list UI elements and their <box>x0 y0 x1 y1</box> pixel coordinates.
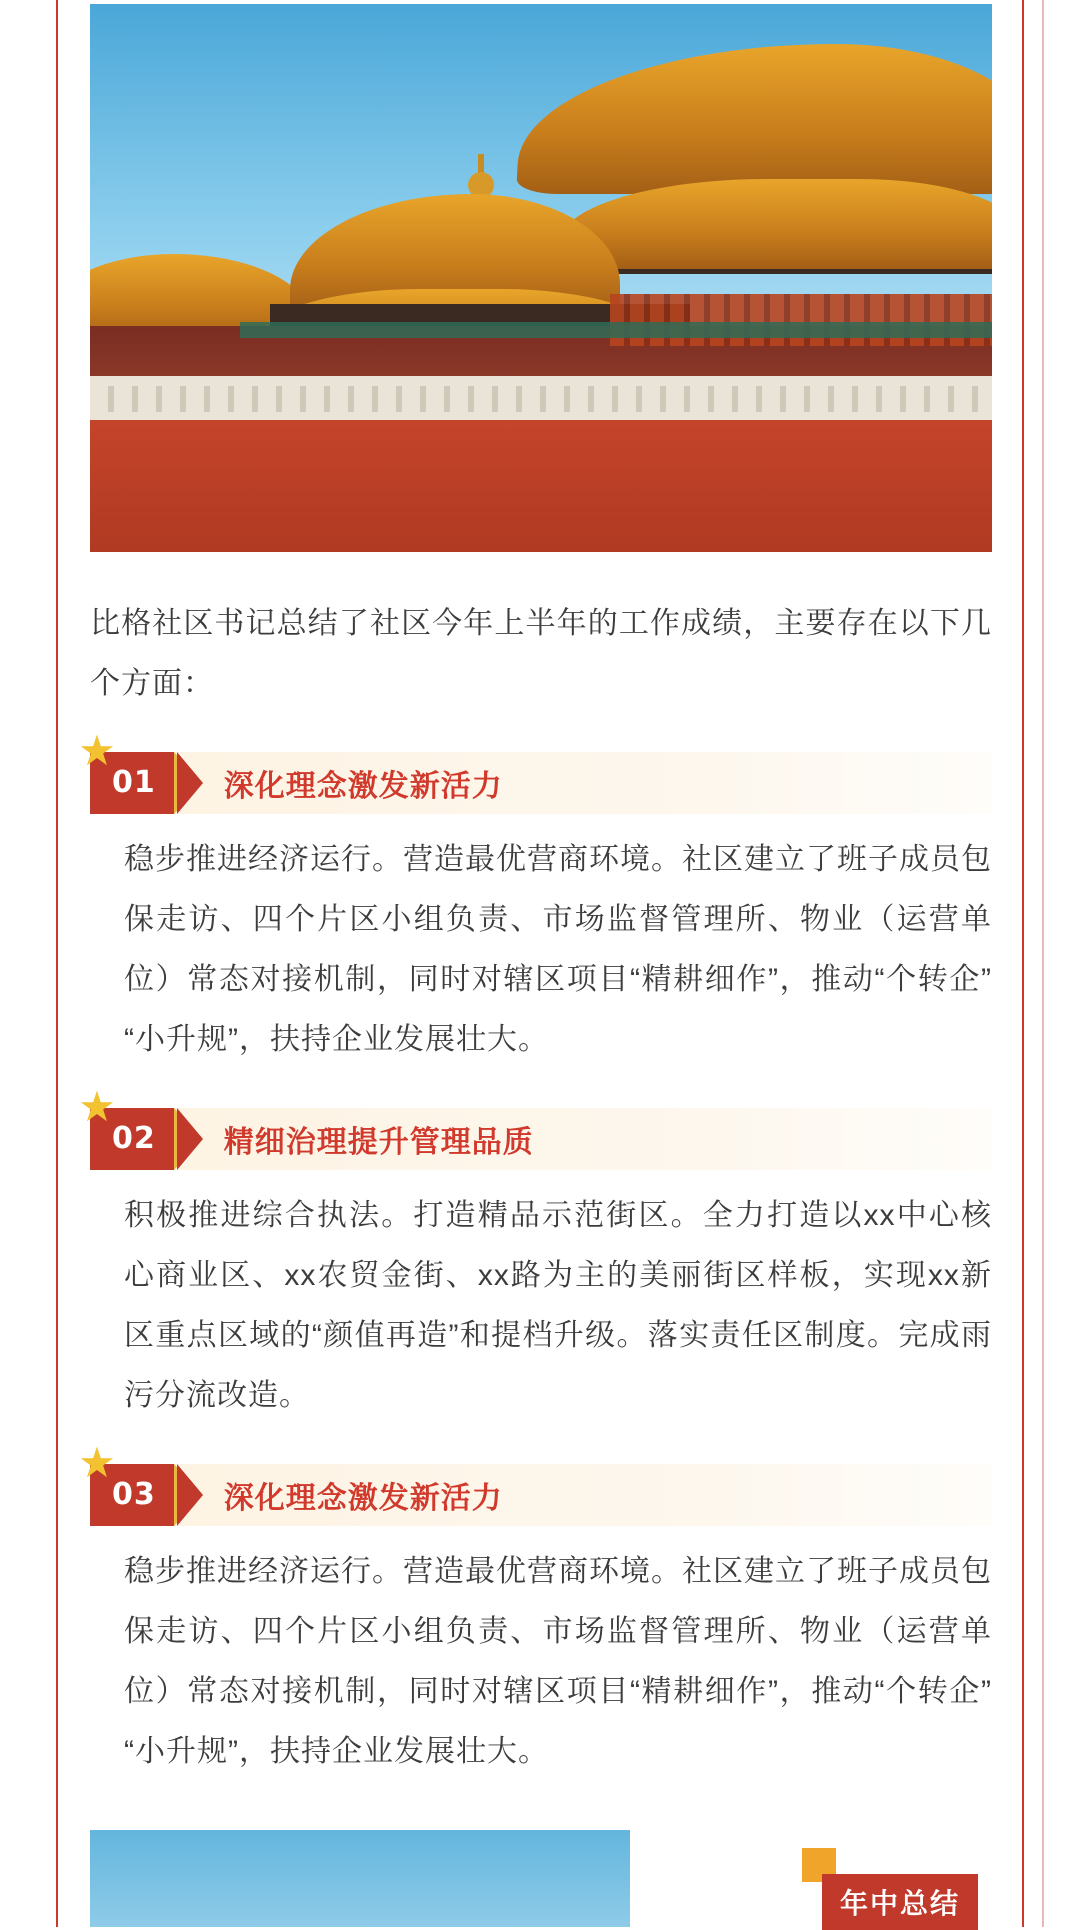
section-03-body: 稳步推进经济运行。营造最优营商环境。社区建立了班子成员包保走访、四个片区小组负责、市场监督管理所、物业（运营单位）常态对接机制，同时对辖区项目“精耕细作”，推动“个转企”“小升规”，扶持企业发展壮大。 <box>124 1555 992 1768</box>
red-wall <box>90 420 992 552</box>
section-01-arrow <box>174 752 202 814</box>
section-02-title: 精细治理提升管理品质 <box>223 1126 534 1159</box>
section-03-arrow-inner <box>177 1464 203 1526</box>
frame-line-left <box>56 0 58 1927</box>
section-02 <box>78 1083 992 1426</box>
section-02-number: 02 <box>90 1108 174 1170</box>
footer-block <box>90 1830 992 1927</box>
section-03 <box>78 1439 992 1782</box>
star-icon: ★ <box>78 1439 116 1486</box>
green-trim-band <box>240 322 992 338</box>
frame-line-right-secondary <box>1042 0 1044 1927</box>
footer-tag: 年中总结 <box>822 1874 978 1930</box>
section-01-title: 深化理念激发新活力 <box>223 770 503 803</box>
section-01-number: 01 <box>90 752 174 814</box>
marble-balustrade <box>90 376 992 422</box>
section-02-header <box>78 1083 992 1170</box>
content-column <box>78 0 992 1812</box>
section-03-arrow <box>174 1464 202 1526</box>
section-02-body: 积极推进综合执法。打造精品示范街区。全力打造以xx中心核心商业区、xx农贸金街、xx路为主的美丽街区样板，实现xx新区重点区域的“颜值再造”和提档升级。落实责任区制度。完成雨污分流改造。 <box>124 1199 992 1412</box>
section-03-number: 03 <box>90 1464 174 1526</box>
star-icon: ★ <box>78 1083 116 1130</box>
window-row <box>610 294 992 346</box>
section-01-arrow-inner <box>177 752 203 814</box>
section-02-arrow-inner <box>177 1108 203 1170</box>
section-03-header <box>78 1439 992 1526</box>
intro-paragraph: 比格社区书记总结了社区今年上半年的工作成绩，主要存在以下几个方面： <box>90 607 992 700</box>
hero-image-forbidden-city <box>90 4 992 552</box>
section-01-body: 稳步推进经济运行。营造最优营商环境。社区建立了班子成员包保走访、四个片区小组负责、市场监督管理所、物业（运营单位）常态对接机制，同时对辖区项目“精耕细作”，推动“个转企”“小升规”，扶持企业发展壮大。 <box>124 843 992 1056</box>
section-01-number-wrap <box>78 727 202 814</box>
frame-line-right <box>1022 0 1024 1927</box>
section-01-header <box>78 727 992 814</box>
footer-photo <box>90 1830 630 1927</box>
section-02-arrow <box>174 1108 202 1170</box>
section-03-title: 深化理念激发新活力 <box>223 1482 503 1515</box>
section-03-number-wrap <box>78 1439 202 1526</box>
section-01 <box>78 727 992 1070</box>
star-icon: ★ <box>78 727 116 774</box>
section-02-number-wrap <box>78 1083 202 1170</box>
